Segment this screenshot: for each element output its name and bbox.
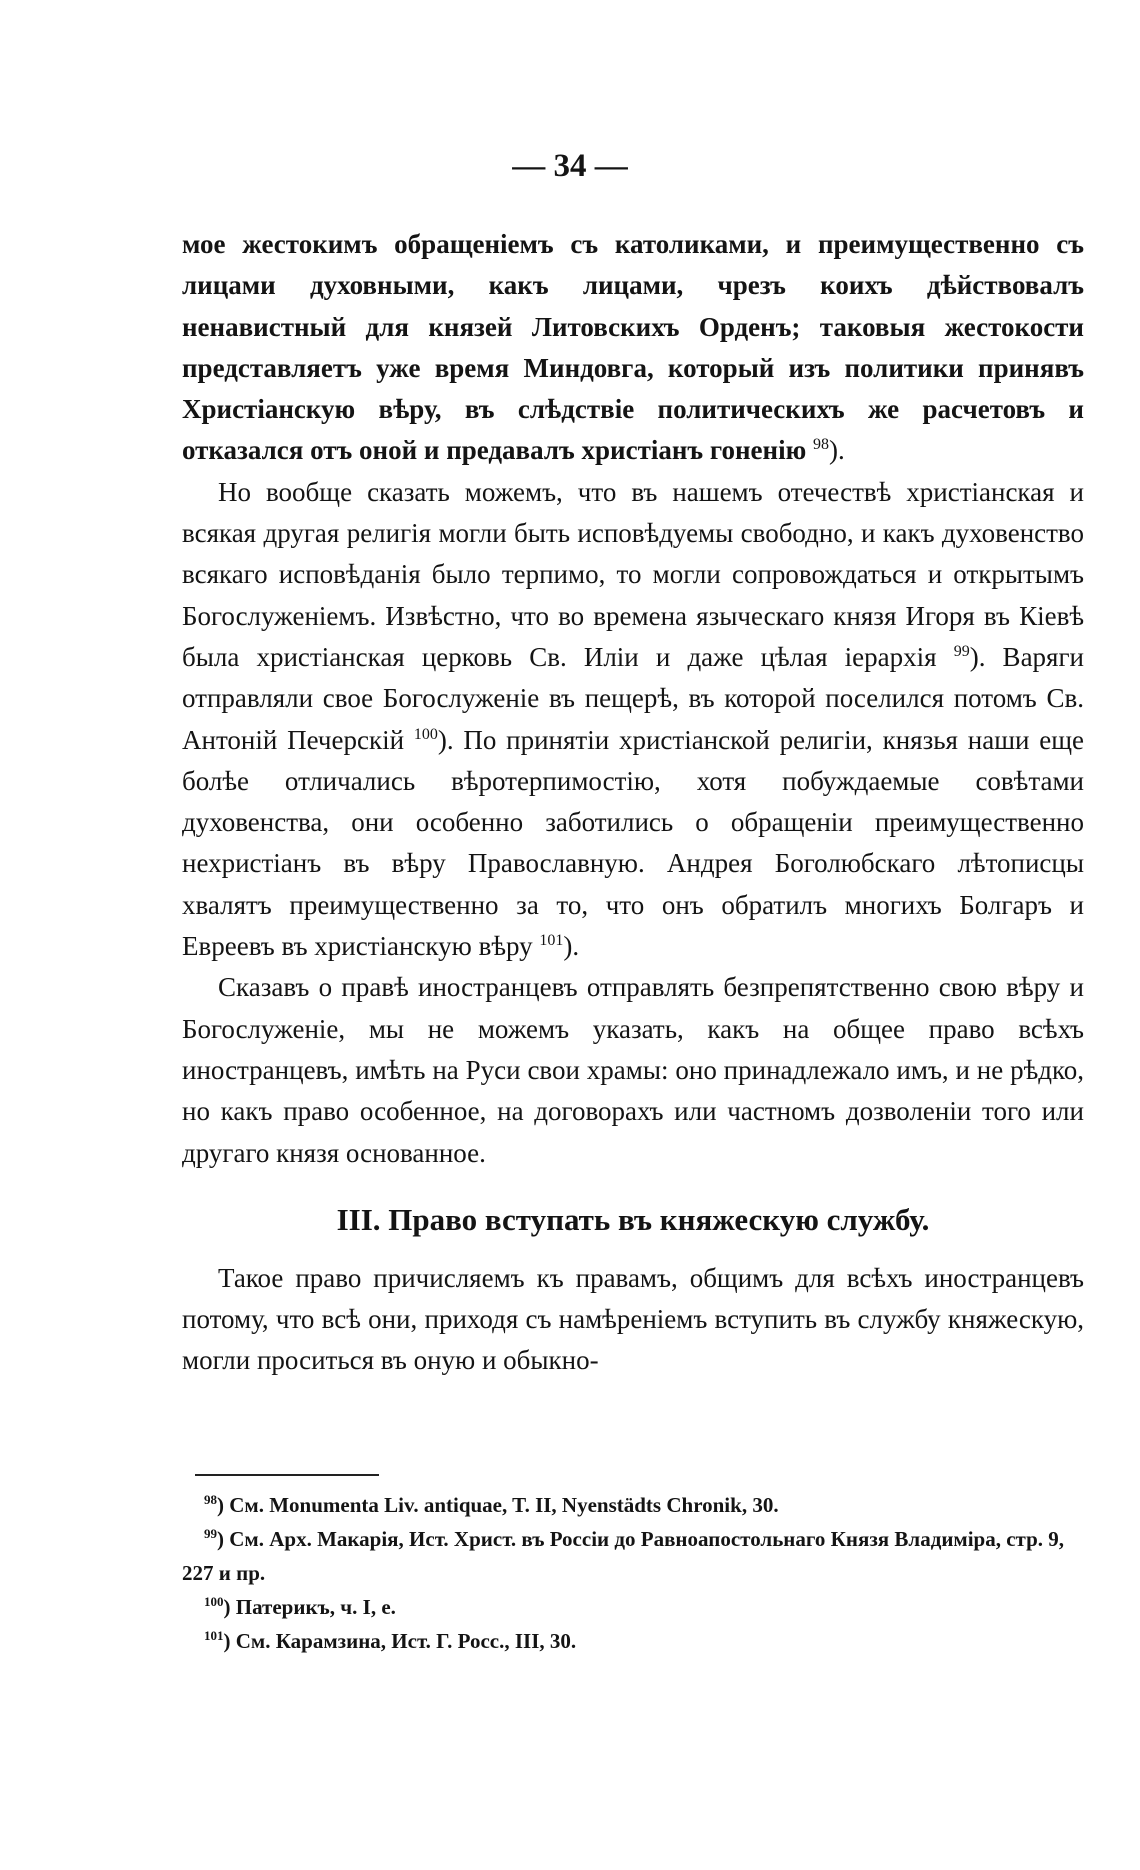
footnote-number: 99 [204,1526,217,1541]
footnote-divider [195,1474,379,1476]
paragraph-temples: Сказавъ о правѣ иностранцевъ отправлять безпрепятственно свою вѣру и Богослуженіе, мы не можемъ указать, какъ на общее право всѣхъ иностранцевъ, имѣть на Руси свои храмы: оно принадлежало имъ, и не рѣдко, но какъ право особенное, на договорахъ или частномъ дозволеніи того или другаго князя основанное. [182,972,1084,1168]
footnote-ref: 98 [812,436,829,454]
footnote-text: См. Monumenta Liv. antiquae, T. II, Nyenstädts Chronik, 30. [229,1493,779,1517]
lead-paragraph-text: мое жестокимъ обращеніемъ съ католиками, и преимущественно съ лицами духовными, какъ лицами, чрезъ коихъ дѣйствовалъ ненавистный для князей Литовскихъ Орденъ; таковыя жестокости представляетъ уже время Миндовга, который изъ политики принявъ Христіанскую вѣру, въ слѣдствіе политическихъ же расчетовъ и отказался отъ оной и предавалъ христіанъ гоненію [182,229,1084,466]
footnote-ref: 100 [413,725,438,743]
section-heading: III. Право вступать въ княжескую службу. [336,1201,930,1237]
footnote-ref: 101 [539,932,564,950]
footnote-99: $^{99}$) См. Арх. Макарія, Ист. Христ. въ Россіи до Равноапостольнаго Князя Владиміра, стр. 9, 227 и пр. [182,1526,1065,1585]
footnote-text: См. Карамзина, Ист. Г. Росс., III, 30. [235,1629,577,1653]
paragraph-service: Такое право причисляемъ къ правамъ, общимъ для всѣхъ иностранцевъ потому, что всѣ они, приходя съ намѣреніемъ вступить въ службу княжескую, могли проситься въ оную и обыкно- [182,1262,1084,1376]
footnote-text: См. Арх. Макарія, Ист. Христ. въ Россіи до Равноапостольнаго Князя Владиміра, стр. 9, 227 и пр. [182,1527,1065,1585]
lead-paragraph: мое жестокимъ обращеніемъ съ католиками, и преимущественно съ лицами духовными, какъ лицами, чрезъ коихъ дѣйствовалъ ненавистный для князей Литовскихъ Орденъ; таковыя жестокости представляетъ уже время Миндовга, который изъ политики принявъ Христіанскую вѣру, въ слѣдствіе политическихъ же расчетовъ и отказался отъ оной и предавалъ христіанъ гоненію $^{98}$). [182,229,1084,466]
page-number: — 34 — [512,148,628,184]
footnote-101: $^{101}$) См. Карамзина, Ист. Г. Росс., III, 30. [204,1628,577,1653]
footnote-ref: 99 [953,642,970,660]
body-text [182,224,1084,1382]
footnote-number: 98 [204,1492,217,1507]
footnote-98: $^{98}$) См. Monumenta Liv. antiquae, T. II, Nyenstädts Chronik, 30. [204,1492,779,1517]
paragraph-text: Но вообще сказать можемъ, что въ нашемъ отечествѣ христіанская и всякая другая религія могли быть исповѣдуемы свободно, и какъ духовенство всякаго исповѣданія было терпимо, то могли сопровождаться и открытымъ Богослуженіемъ. Извѣстно, что во времена языческаго князя Игоря въ Кіевѣ была христіанская церковь Св. Иліи и даже цѣлая іерархія [182,476,1084,672]
footnote-100: $^{100}$) Патерикъ, ч. I, е. [204,1594,396,1619]
footnote-number: 100 [204,1594,224,1609]
footnotes [182,1488,1084,1658]
footnote-number: 101 [204,1628,224,1643]
paragraph-religion: Но вообще сказать можемъ, что въ нашемъ отечествѣ христіанская и всякая другая религія могли быть исповѣдуемы свободно, и какъ духовенство всякаго исповѣданія было терпимо, то могли сопровождаться и открытымъ Богослуженіемъ. Извѣстно, что во времена языческаго князя Игоря въ Кіевѣ была христіанская церковь Св. Иліи и даже цѣлая іерархія $^{99}$). Варяги отправляли свое Богослуженіе въ пещерѣ, въ которой поселился потомъ Св. Антоній Печерскій $^{100}$). По принятіи христіанской религіи, князья наши еще болѣе отличались вѣротерпимостію, хотя побуждаемые совѣтами духовенства, они особенно заботились о обращеніи преимущественно нехристіанъ въ вѣру Православную. Андрея Боголюбскаго лѣтописцы хвалятъ преимущественно за то, что онъ обратилъ многихъ Болгаръ и Евреевъ въ христіанскую вѣру $^{101}$). [182,476,1084,962]
paragraph-text: . Варяги отправляли свое Богослуженіе въ пещерѣ, въ которой поселился потомъ Св. Антоній Печерскій [182,641,1084,755]
footnote-text: Патерикъ, ч. I, е. [235,1595,396,1619]
paragraph-text: . По принятіи христіанской религіи, князья наши еще болѣе отличались вѣротерпимостію, хотя побуждаемые совѣтами духовенства, они особенно заботились о обращеніи преимущественно нехристіанъ въ вѣру Православную. Андрея Боголюбскаго лѣтописцы хвалятъ преимущественно за то, что онъ обратилъ многихъ Болгаръ и Евреевъ въ христіанскую вѣру [182,724,1084,962]
